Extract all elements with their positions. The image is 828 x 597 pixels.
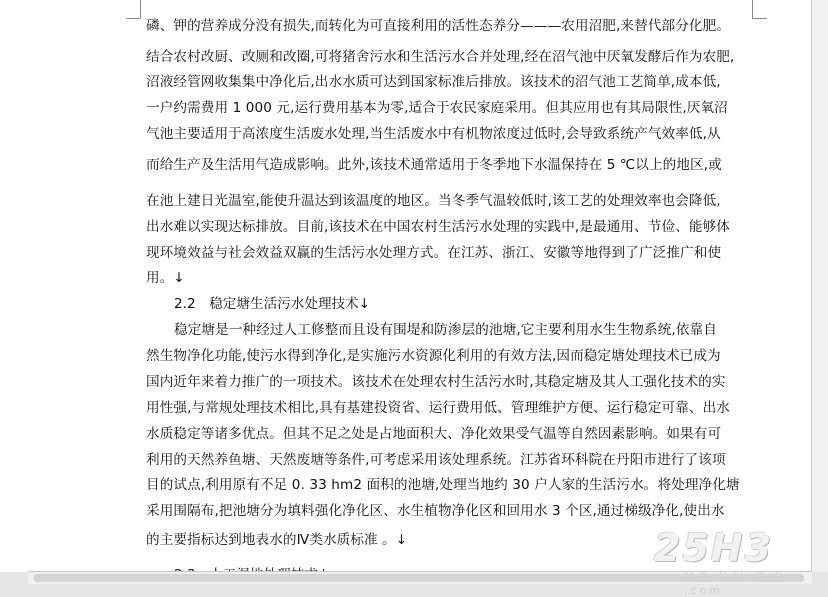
text-line: 气池主要适用于高浓度生活废水处理,当生活废水中有机物浓度过低时,会导致系统产气效率低,从	[146, 126, 721, 142]
text-line: 然生物净化功能,使污水得到净化,是实施污水资源化利用的有效方法,因而稳定塘处理技术已成为	[146, 348, 721, 364]
margin-mark-right	[752, 0, 767, 19]
vertical-scrollbar[interactable]	[811, 0, 828, 572]
text-line: 磷、钾的营养成分没有损失,而转化为可直接利用的活性态养分———农用沼肥,来替代部分化肥。	[146, 18, 730, 34]
watermark-logo: 25H3	[654, 526, 774, 570]
text-line: 现环境效益与社会效益双赢的生活污水处理方式。在江苏、浙江、安徽等地得到了广泛推广和使	[146, 245, 722, 261]
text-line: 在池上建日光温室,能使升温达到该温度的地区。当冬季气温较低时,该工艺的处理效率也会降低,	[146, 193, 721, 209]
text-line: 利用的天然养鱼塘、天然废塘等条件,可考虑采用该处理系统。江苏省环科院在丹阳市进行了该项	[146, 452, 726, 468]
text-line: 采用围隔布,把池塘分为填料强化净化区、水生植物净化区和回用水 3 个区,通过梯级净化,使出水	[146, 503, 725, 519]
text-line: 稳定塘是一种经过人工修整而且设有围堤和防渗层的池塘,它主要利用水生生物系统,依靠自	[174, 322, 717, 338]
text-line: 用性强,与常规处理技术相比,具有基建投资省、运行费用低、管理维护方便、运行稳定可靠、出水	[146, 400, 730, 416]
text-line: 目的试点,利用原有不足 0. 33 hm2 面积的池塘,处理当地约 30 户人家的生活污水。将处理净化塘	[146, 477, 740, 493]
site-watermark	[654, 526, 824, 597]
text-line: 沼液经管网收集集中净化后,出水水质可达到国家标准后排放。该技术的沼气池工艺简单,成本低,	[146, 74, 721, 90]
text-line: 国内近年来着力推广的一项技术。该技术在处理农村生活污水时,其稳定塘及其人工强化技术的实	[146, 374, 726, 390]
text-line: 出水难以实现达标排放。目前,该技术在中国农村生活污水处理的实践中,是最通用、节俭、能够体	[146, 219, 730, 235]
watermark-subtitle: 绿色 环保 学 社 .com	[684, 570, 788, 597]
text-line: 一户约需费用 1 000 元,运行费用基本为零,适合于农民家庭采用。但其应用也有其局限性,厌氧沼	[146, 100, 728, 116]
text-line: 水质稳定等诸多优点。但其不足之处是占地面积大、净化效果受气温等自然因素影响。如果有可	[146, 426, 722, 442]
text-line: 结合农村改厨、改厕和改圈,可将猪舍污水和生活污水合并处理,经在沼气池中厌氧发酵后作为农肥,	[146, 49, 735, 65]
text-line: 而给生产及生活用气造成影响。此外,该技术通常适用于冬季地下水温保持在 5 ℃以上的地区,或	[146, 157, 722, 173]
margin-mark-left	[126, 0, 141, 19]
text-line: 用。↓	[146, 270, 185, 286]
section-heading-2-2: 2.2 稳定塘生活污水处理技术↓	[174, 296, 371, 312]
text-line: 的主要指标达到地表水的Ⅳ类水质标准 。↓	[146, 532, 408, 548]
